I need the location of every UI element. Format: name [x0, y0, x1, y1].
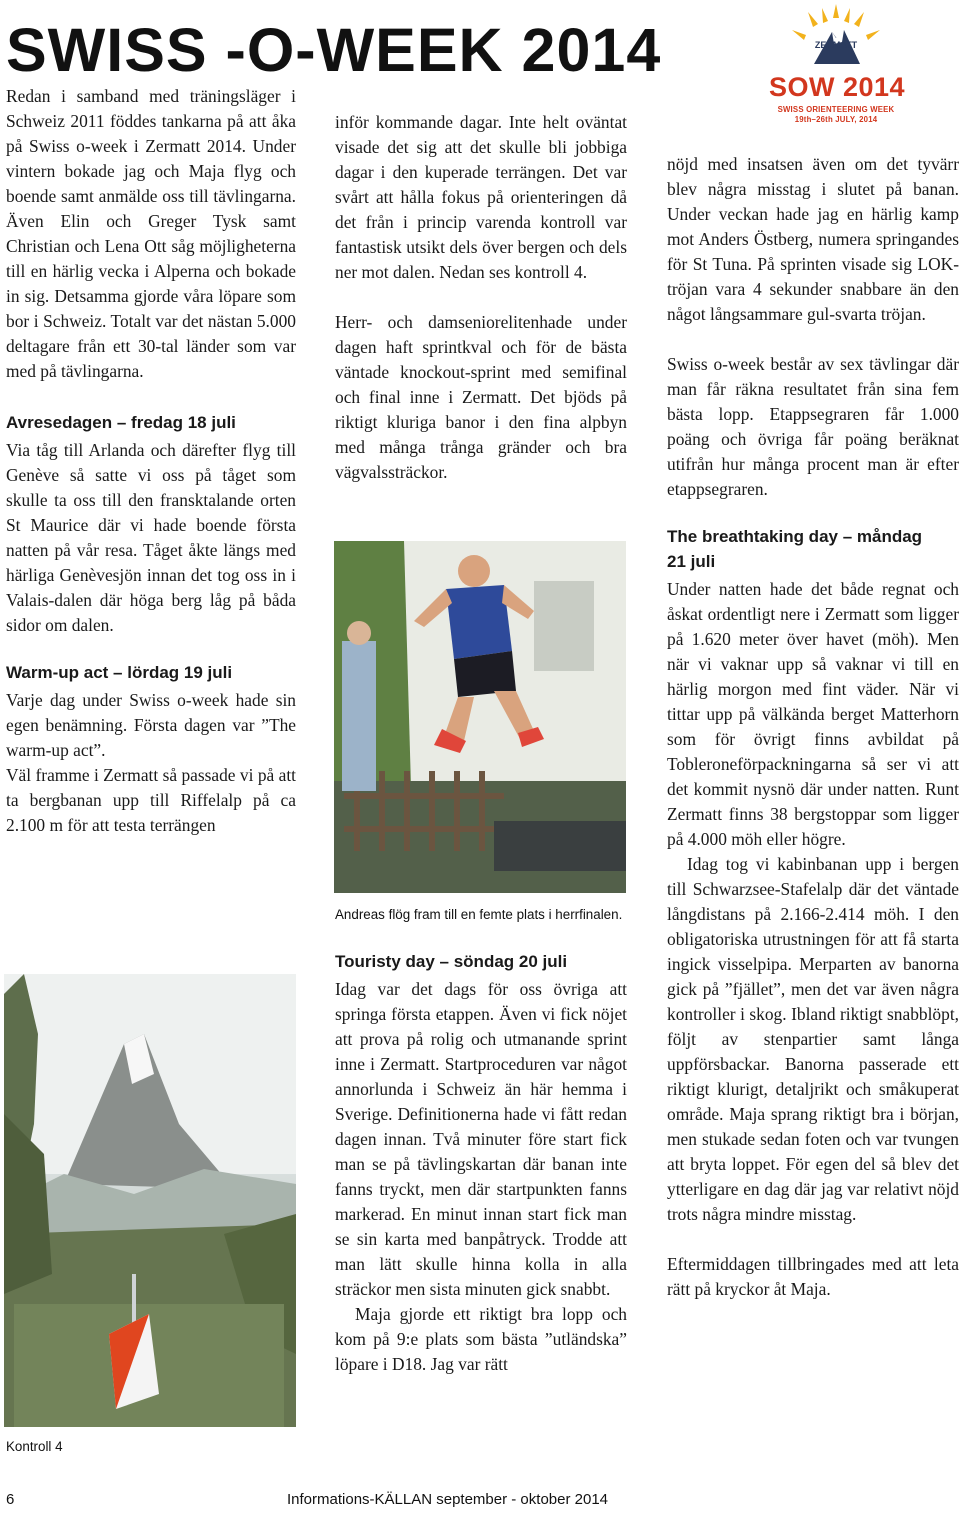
column-2-lower [335, 904, 627, 1377]
paragraph: Via tåg till Arlanda och därefter flyg till Genève så satte vi oss på tåget som skulle ta oss till den fransktalande orten St Maurice där vi hade boende första natten på vår resa. Tåget åkte längs med härliga Genèvesjön innan det tog oss in i Valais-dalen där höga berg låg på båda sidor om dalen. [6, 440, 296, 635]
publication-footer: Informations-KÄLLAN september - oktober 2014 [287, 1491, 608, 1508]
photo-control-4-matterhorn [4, 974, 296, 1427]
logo-brand: ZERMATT [814, 40, 858, 50]
photo-runner-andreas [334, 541, 626, 893]
photo-caption: Andreas flög fram till en femte plats i herrfinalen. [335, 907, 623, 922]
paragraph: Idag tog vi kabinbanan upp i bergen till Schwarzsee-Stafelalp där det väntade långdistans på 2.166-2.414 möh. I den obligatoriska utrustningen för att få starta ingick visselpipa. Merparten av banorna gick på ”fjället”, men det var även några kontroller i skog. Ibland riktigt snabblöpt, följt av stenpartier samt långa uppförsbackar. Banorna passerade ett riktigt klurigt, detaljrikt och småkuperat område. Maja sprang riktigt bra i början, men stukade sedan foten och var tvungen att bryta loppet. För egen del så blev det ytterligare en dag där jag var relativt nöjd trots några mindre misstag. [667, 854, 959, 1224]
section-heading-breathtaking-day: The breathtaking day – måndag 21 juli [667, 527, 923, 571]
paragraph: Herr- och damseniorelitenhade under dagen haft sprintkval och för de bästa väntade knockout-sprint med semifinal och final inne i Zermatt. Det bjöds på riktigt kluriga banor i den fina alpbyn med många trånga gränder och bra vägvalssträckor. [335, 312, 627, 482]
column-2 [335, 110, 627, 485]
paragraph: Under natten hade det både regnat och åskat ordentligt nere i Zermatt som ligger på 1.620 meter över havet (möh). Men när vi vaknar upp så vaknar vi till en härlig morgon med fint väder. När vi tittar upp på välkända berget Matterhorn som för övrigt finns avbildat på Tobleroneförpackningarna så ser vi att det kommit nysnö där under natten. Runt Zermatt finns 38 bergstoppar som ligger på 4.000 möh eller högre. [667, 579, 959, 849]
page-number: 6 [6, 1491, 15, 1508]
matterhorn-scene [4, 974, 296, 1427]
logo-subtitle: SWISS ORIENTEERING WEEK [777, 105, 895, 114]
sun-mountain-icon [762, 2, 910, 72]
sow-2014-logo [762, 2, 910, 128]
photo-caption: Kontroll 4 [6, 1439, 63, 1454]
column-1 [6, 84, 296, 838]
paragraph: nöjd med insatsen även om det tyvärr blev några misstag i slutet på banan. Under veckan hade jag en härlig kamp mot Anders Östberg, numera springandes för St Tuna. På sprinten visade sig LOK-tröjan vara 4 sekunder snabbare än den något långsammare gul-svarta tröjan. [667, 154, 959, 324]
logo-sow-text: SOW 2014 [768, 72, 906, 102]
sprint-runner-scene [334, 541, 626, 893]
paragraph: Eftermiddagen tillbringades med att leta rätt på kryckor åt Maja. [667, 1254, 959, 1299]
paragraph: Swiss o-week består av sex tävlingar där man får räkna resultatet från sina fem bästa lopp. Etappsegraren får 1.000 poäng och övriga får poäng beräknat utifrån hur många procent man är efter etappsegraren. [667, 354, 959, 499]
page-title: SWISS -O-WEEK 2014 [6, 16, 662, 84]
section-heading-avresedagen: Avresedagen – fredag 18 juli [6, 413, 236, 432]
logo-dates: 19th–26th JULY, 2014 [794, 115, 878, 124]
paragraph: Idag var det dags för oss övriga att springa första etappen. Även vi fick nöjet att prova på rolig och utmanande sprint inne i Zermatt. Startproceduren var något annorlunda i Schweiz än här hemma i Sverige. Definitionerna hade vi fått redan dagen innan. Två minuter före start fick man se på tävlingskartan där banan inte fanns tryckt, men där startpunkten fanns markerad. En minut innan start fick man se sin karta med banpåtryck. Trodde att man lätt skulle hinna kolla in alla sträckor men sista minuten gick snabbt. [335, 979, 627, 1299]
paragraph: inför kommande dagar. Inte helt oväntat visade det sig att det skulle bli jobbiga dagar i den kuperade terrängen. Det var svårt att hålla fokus på orienteringen då det från i princip varenda kontroll var fantastisk utsikt dels över bergen och dels ner mot dalen. Nedan ses kontroll 4. [335, 112, 627, 282]
section-heading-touristy-day: Touristy day – söndag 20 juli [335, 952, 568, 971]
section-heading-warm-up: Warm-up act – lördag 19 juli [6, 663, 233, 682]
paragraph: Maja gjorde ett riktigt bra lopp och kom på 9:e plats som bästa ”utländska” löpare i D18. Jag var rätt [335, 1304, 627, 1374]
paragraph: Väl framme i Zermatt så passade vi på att ta bergbanan upp till Riffelalp på ca 2.100 m för att testa terrängen [6, 765, 296, 835]
intro-paragraph: Redan i samband med träningsläger i Schweiz 2011 föddes tankarna på att åka på Swiss o-week i Zermatt 2014. Under vintern bokade jag och Maja flyg och boende samt anmälde oss till tävlingarna. Även Elin och Greger Tysk samt Christian och Lena Ott såg möjligheterna till en härlig vecka i Alperna och bokade in sig. Detsamma gjorde våra löpare som bor i Schweiz. Totalt var det nästan 5.000 deltagare från ett 30-tal länder som var med på tävlingarna. [6, 86, 296, 381]
column-3 [667, 152, 959, 1302]
paragraph: Varje dag under Swiss o-week hade sin egen benämning. Första dagen var ”The warm-up act”. [6, 690, 296, 760]
